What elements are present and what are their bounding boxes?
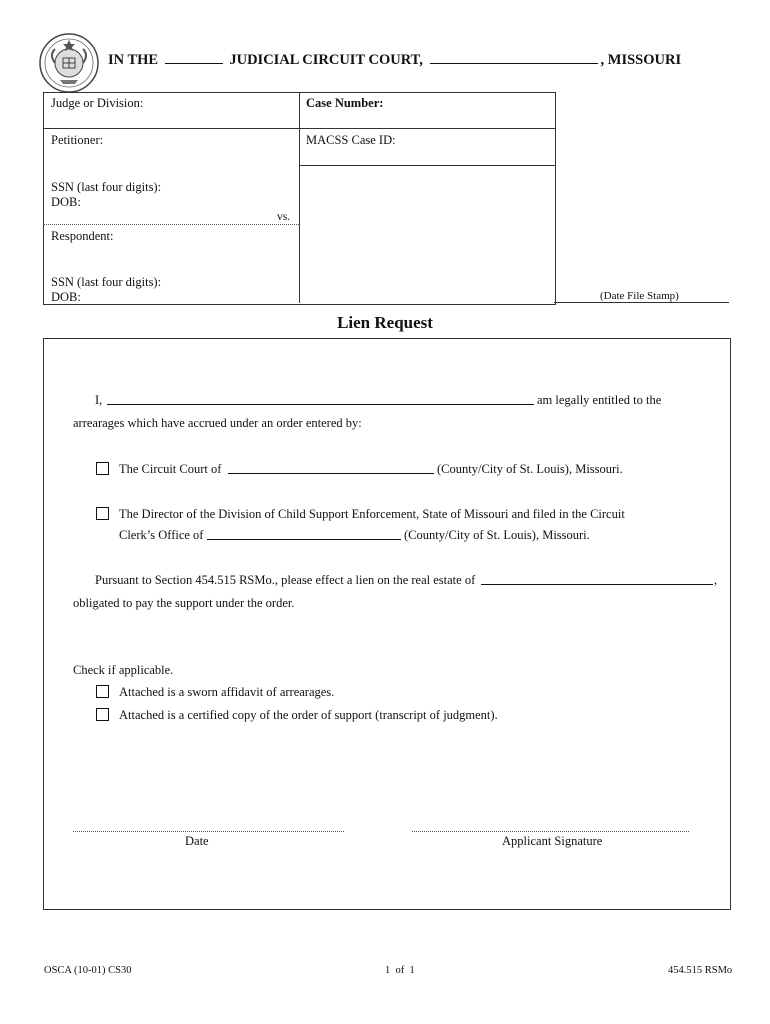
form-id: OSCA (10-01) CS30 bbox=[44, 965, 132, 976]
form-title: Lien Request bbox=[337, 313, 433, 332]
circuit-court-suffix: (County/City of St. Louis), Missouri. bbox=[437, 462, 623, 476]
vs-label: vs. bbox=[277, 211, 291, 223]
date-stamp-line bbox=[554, 302, 729, 303]
pursuant-comma: , bbox=[714, 573, 718, 587]
caption-divider bbox=[299, 92, 300, 303]
order-copy-label: Attached is a certified copy of the order of support (transcript of judgment). bbox=[119, 708, 498, 722]
clerk-office-label: Clerk’s Office of bbox=[119, 528, 204, 542]
caption-row-line-2 bbox=[299, 165, 555, 166]
caption-row-line-1 bbox=[43, 128, 555, 129]
missouri-state-seal bbox=[38, 32, 100, 94]
page-number: 1 of 1 bbox=[385, 965, 415, 976]
applicant-name-field[interactable] bbox=[107, 404, 534, 405]
pursuant-text: Pursuant to Section 454.515 RSMo., please effect a lien on the real estate of bbox=[95, 573, 476, 587]
respondent-ssn-label: SSN (last four digits): bbox=[51, 275, 162, 289]
signature-field[interactable] bbox=[412, 831, 689, 832]
header-court: JUDICIAL CIRCUIT COURT, bbox=[229, 52, 423, 68]
affidavit-checkbox[interactable] bbox=[96, 685, 109, 698]
statute-reference: 454.515 RSMo bbox=[668, 965, 733, 976]
director-checkbox[interactable] bbox=[96, 507, 109, 520]
judge-label: Judge or Division: bbox=[51, 96, 144, 110]
signature-label: Applicant Signature bbox=[502, 834, 603, 848]
entitled-text: am legally entitled to the bbox=[537, 393, 662, 407]
circuit-number-blank[interactable] bbox=[165, 62, 223, 64]
order-copy-checkbox[interactable] bbox=[96, 708, 109, 721]
caption-vs-line bbox=[43, 224, 299, 225]
header-state: , MISSOURI bbox=[600, 52, 682, 68]
petitioner-ssn-label: SSN (last four digits): bbox=[51, 180, 162, 194]
clerk-office-county-field[interactable] bbox=[207, 539, 401, 540]
circuit-court-checkbox[interactable] bbox=[96, 462, 109, 475]
petitioner-label: Petitioner: bbox=[51, 133, 104, 147]
circuit-court-county-field[interactable] bbox=[228, 473, 434, 474]
circuit-court-label: The Circuit Court of bbox=[119, 462, 222, 476]
clerk-office-suffix: (County/City of St. Louis), Missouri. bbox=[404, 528, 590, 542]
petitioner-dob-label: DOB: bbox=[51, 195, 81, 209]
case-number-label: Case Number: bbox=[306, 96, 384, 110]
arrearages-text: arrearages which have accrued under an order entered by: bbox=[73, 416, 362, 430]
obligor-name-field[interactable] bbox=[481, 584, 713, 585]
court-header bbox=[108, 52, 681, 69]
date-field[interactable] bbox=[73, 831, 344, 832]
director-text: The Director of the Division of Child Support Enforcement, State of Missouri and filed in the Circuit bbox=[119, 507, 625, 521]
date-label: Date bbox=[185, 834, 209, 848]
applicant-prefix: I, bbox=[95, 393, 103, 407]
obligated-text: obligated to pay the support under the order. bbox=[73, 596, 295, 610]
check-if-applicable-label: Check if applicable. bbox=[73, 663, 174, 677]
affidavit-label: Attached is a sworn affidavit of arrearages. bbox=[119, 685, 335, 699]
macss-label: MACSS Case ID: bbox=[306, 133, 396, 147]
header-in-the: IN THE bbox=[108, 52, 159, 68]
respondent-dob-label: DOB: bbox=[51, 290, 81, 304]
date-file-stamp-label: (Date File Stamp) bbox=[600, 290, 679, 302]
respondent-label: Respondent: bbox=[51, 229, 114, 243]
county-blank[interactable] bbox=[430, 62, 598, 64]
